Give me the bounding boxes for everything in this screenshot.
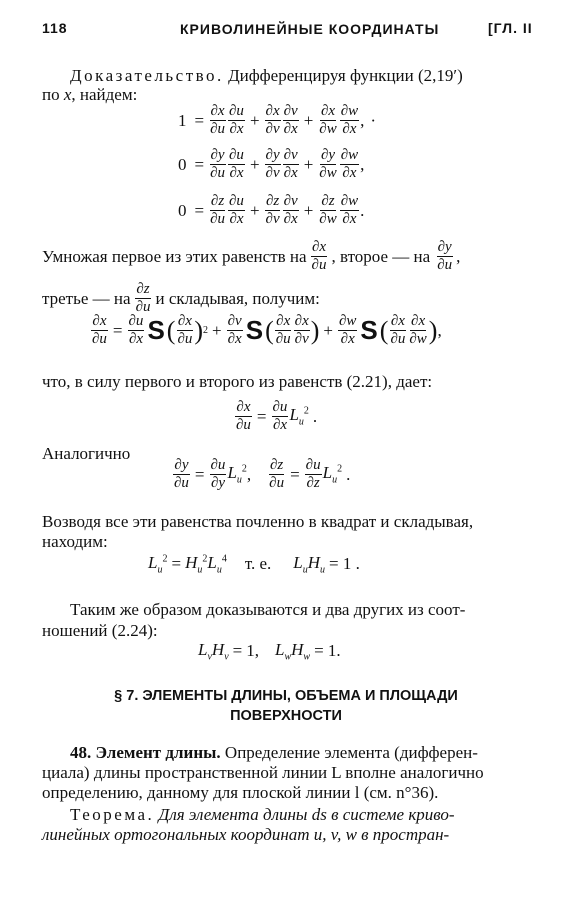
eq3-lhs: 0 xyxy=(178,200,187,220)
eq1-tail: · xyxy=(370,110,377,130)
likewise-line-1: Таким же образом доказываются и два других из соот- xyxy=(70,600,466,619)
lvhv-equation: $L_vH_v$ = 1 , $L_wH_w$ = 1. xyxy=(198,640,341,663)
proof-line-2 xyxy=(42,83,137,106)
eq2-end: , xyxy=(360,154,365,174)
eq1-var-b: x xyxy=(272,103,280,119)
item48-title: 48. Элемент длины. xyxy=(70,743,221,762)
eq1-lhs: 1 xyxy=(178,110,187,130)
chapter-label: [ГЛ. II xyxy=(488,20,533,36)
raise-line-1: Возводя все эти равенства почленно в квадрат и складывая, xyxy=(42,512,474,531)
multiply-line-1: Умножая первое из этих равенств на $\frac{\partial x}{\partial u}$ , второе — на $\frac{\partial y}{\partial u}$ , xyxy=(42,239,461,273)
result1-end: . xyxy=(312,406,318,426)
lh-equation: $L_u^2$ = $H_u^2L_u^4$ т. е. $L_uH_u$ = 1 . xyxy=(148,553,360,576)
eq2-var-a: y xyxy=(217,147,225,163)
analog-end: . xyxy=(346,464,351,484)
analog-equations: $\frac{\partial y}{\partial u}$ = $\frac{\partial u}{\partial y}$ $L_u^2$ , $\frac{\partial z}{\partial u}$ = $\frac{\partial u}{\partial z}$ $L_u^2$ . xyxy=(174,457,351,491)
lhvw-sep: , xyxy=(254,641,259,661)
analog-sep: , xyxy=(246,464,252,484)
multiply-text-e: и складывая, получим: xyxy=(155,289,320,308)
result-equation: $\frac{\partial x}{\partial u}$ = $\frac{\partial u}{\partial x}$ $L_u^2$ . xyxy=(236,399,318,433)
equation-row-3: 0 = $\frac{\partial z}{\partial u}$ $\frac{\partial u}{\partial x}$ + $\frac{\partial z}{\partial v}$ $\frac{\partial v}{\partial x}$ + $\frac{\partial z}{\partial w}$ $\frac{\partial w}{\partial x}$ . xyxy=(178,193,365,227)
eq3-var-c: z xyxy=(328,193,335,209)
eq1-var-a: x xyxy=(217,103,225,119)
proof-line2-post: , найдем: xyxy=(71,85,138,104)
lh-rhs: = 1 . xyxy=(329,554,360,574)
eq1-var-c: x xyxy=(328,103,336,119)
item48-line-2: циала) длины пространственной линии L вполне аналогично xyxy=(42,763,484,782)
theorem-rest: Для элемента длины ds в системе криво- xyxy=(158,805,455,824)
eq2-var-c: y xyxy=(328,147,336,163)
theorem-label: Теорема. xyxy=(70,805,155,824)
raise-line-2: находим: xyxy=(42,532,108,551)
multiply-text-a: Умножая первое из этих равенств на xyxy=(42,247,307,266)
lhvw-end: = 1. xyxy=(314,641,341,661)
lh-ie: т. е. xyxy=(244,554,272,574)
analog-label: Аналогично xyxy=(42,444,131,463)
big-equation: $\frac{\partial x}{\partial u}$ = $\frac{\partial u}{\partial x}$ S ( $\frac{\partial x}{\partial u}$ ) 2 + $\frac{\partial v}{\partial x}$ S ( $\frac{\partial x}{\partial u}$ $\frac{\partial x}{\partial v}$ ) + $\frac{\partial w}{\partial x}$ S ( $\frac{\partial x}{\partial u}$ $\frac{\partial x}{\partial w}$ ) , xyxy=(92,313,442,347)
eq3-end: . xyxy=(360,200,365,220)
section-heading-line-1: § 7. ЭЛЕМЕНТЫ ДЛИНЫ, ОБЪЕМА И ПЛОЩАДИ xyxy=(114,688,458,704)
multiply-text-d: третье — на xyxy=(42,289,131,308)
page-number: 118 xyxy=(42,20,68,36)
proof-line2-pre: по xyxy=(42,85,60,104)
proof-label: Доказательство. xyxy=(70,66,224,85)
eq3-var-b: z xyxy=(273,193,280,209)
item48-line1-rest: Определение элемента (дифферен- xyxy=(224,743,478,762)
section-heading-line-2: ПОВЕРХНОСТИ xyxy=(230,708,342,724)
multiply-text-c: , xyxy=(456,247,461,266)
equation-row-2: 0 = $\frac{\partial y}{\partial u}$ $\frac{\partial u}{\partial x}$ + $\frac{\partial y}{\partial v}$ $\frac{\partial v}{\partial x}$ + $\frac{\partial y}{\partial w}$ $\frac{\partial w}{\partial x}$ , xyxy=(178,147,365,181)
eq3-var-a: z xyxy=(218,193,225,209)
eq1-end: , xyxy=(360,110,365,130)
eq2-var-b: y xyxy=(272,147,280,163)
likewise-line-2: ношений (2.24): xyxy=(42,621,158,640)
running-title: КРИВОЛИНЕЙНЫЕ КООРДИНАТЫ xyxy=(180,21,440,37)
eq2-lhs: 0 xyxy=(178,154,187,174)
multiply-text-b: , второе — на xyxy=(331,247,431,266)
big-eq-end: , xyxy=(437,320,442,340)
item48-line-5: линейных ортогональных координат u, v, w в простран- xyxy=(42,825,450,844)
equation-row-1: 1 = $\frac{\partial x}{\partial u}$ $\frac{\partial u}{\partial x}$ + $\frac{\partial x}{\partial v}$ $\frac{\partial v}{\partial x}$ + $\frac{\partial x}{\partial w}$ $\frac{\partial w}{\partial x}$ , · xyxy=(178,103,377,137)
item48-line-3: определению, данному для плоской линии l (см. n°36). xyxy=(42,783,439,802)
proof-line1-rest: Дифференцируя функции (2,19′) xyxy=(228,66,463,85)
proof-line2-var: x xyxy=(63,85,72,104)
gives-line: что, в силу первого и второго из равенств (2.21), дает: xyxy=(42,372,433,391)
multiply-line-2: третье — на $\frac{\partial z}{\partial u}$ и складывая, получим: xyxy=(42,281,320,315)
